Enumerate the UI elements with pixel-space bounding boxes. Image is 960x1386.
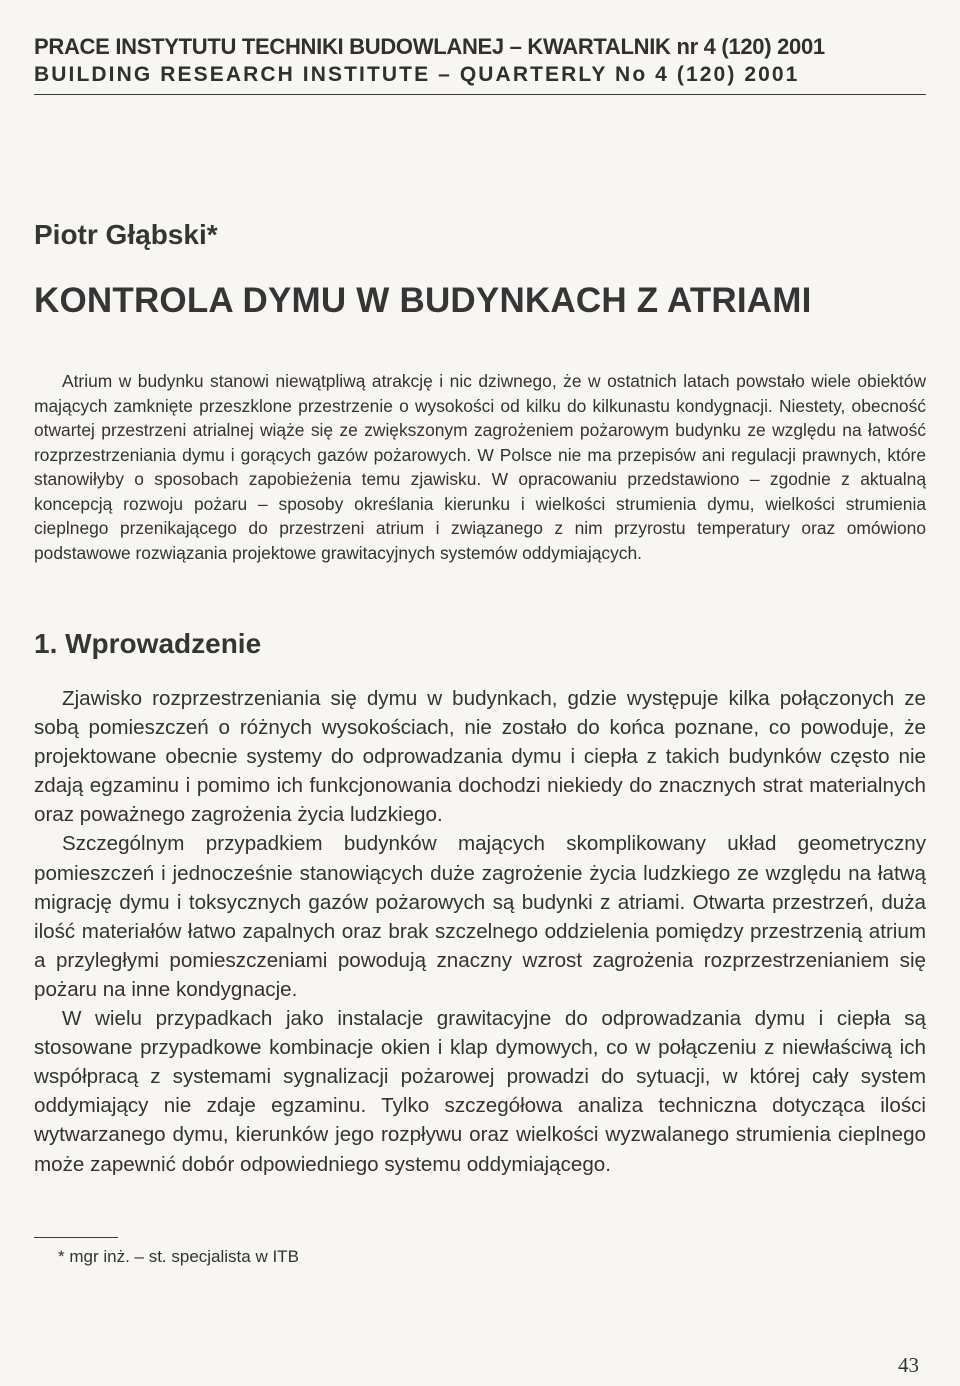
body-paragraph: W wielu przypadkach jako instalacje grawitacyjne do odprowadzania dymu i ciepła są stosowane przypadkowe kombinacje okien i klap dymowych, co w połączeniu z niewłaściwą ich współpracą z systemami sygnalizacji pożarowej prowadzi do sytuacji, w której cały system oddymiający nie zdaje egzaminu. Tylko szczegółowa analiza techniczna dotycząca ilości wytwarzanego dymu, kierunków jego rozpływu oraz wielkości wyzwalanego strumienia cieplnego może zapewnić dobór odpowiedniego systemu oddymiającego. [34, 1007, 926, 1176]
body-paragraph: Zjawisko rozprzestrzeniania się dymu w budynkach, gdzie występuje kilka połączonych ze sobą pomieszczeń o różnych wysokościach, nie zostało do końca poznane, co powoduje, że projektowane obecnie systemy do odprowadzania dymu i ciepła z takich budynków często nie zdają egzaminu i pomimo ich funkcjonowania dochodzi niekiedy do znacznych strat materialnych oraz poważnego zagrożenia życia ludzkiego. [34, 687, 926, 827]
article-author: Piotr Głąbski* [34, 219, 218, 250]
article-title: KONTROLA DYMU W BUDYNKACH Z ATRIAMI [34, 281, 812, 320]
header-divider [34, 94, 926, 95]
article-abstract: Atrium w budynku stanowi niewątpliwą atrakcję i nic dziwnego, że w ostatnich latach powstało wiele obiektów mających zamknięte przeszklone przestrzenie o wysokości od kilku do kilkunastu kondygnacji. Niestety, obecność otwartej przestrzeni atrialnej wiąże się ze zwiększonym zagrożeniem pożarowym budynku ze względu na łatwość rozprzestrzeniania dymu i gorących gazów pożarowych. W Polsce nie ma przepisów ani regulacji prawnych, które stanowiłyby o sposobach zapobieżenia temu zjawisku. W opracowaniu przedstawiono – zgodnie z aktualną koncepcją rozwoju pożaru – sposoby określania kierunku i wielkości strumienia dymu, wielkości strumienia cieplnego przenikającego do przestrzeni atrium i związanego z nim przyrostu temperatury oraz omówiono podstawowe rozwiązania projektowe grawitacyjnych systemów oddymiających. [34, 371, 926, 563]
journal-header-english: BUILDING RESEARCH INSTITUTE – QUARTERLY No 4 (120) 2001 [34, 63, 800, 86]
section-heading: 1. Wprowadzenie [34, 628, 262, 659]
journal-header-polish: PRACE INSTYTUTU TECHNIKI BUDOWLANEJ – KWARTALNIK nr 4 (120) 2001 [34, 34, 825, 59]
body-paragraph: Szczególnym przypadkiem budynków mających skomplikowany układ geometryczny pomieszczeń i jednocześnie stanowiących duże zagrożenie życia ludzkiego ze względu na łatwą migrację dymu i toksycznych gazów pożarowych są budynki z atriami. Otwarta przestrzeń, duża ilość materiałów łatwo zapalnych oraz brak szczelnego oddzielenia pomiędzy przestrzenią atrium a przyległymi pomieszczeniami powodują znaczny wzrost zagrożenia rozprzestrzenianiem się pożaru na inne kondygnacje. [34, 832, 926, 1001]
page-number: 43 [898, 1353, 919, 1377]
footnote: * mgr inż. – st. specjalista w ITB [58, 1247, 299, 1266]
footnote-divider [34, 1237, 118, 1238]
section-body [34, 684, 926, 1179]
